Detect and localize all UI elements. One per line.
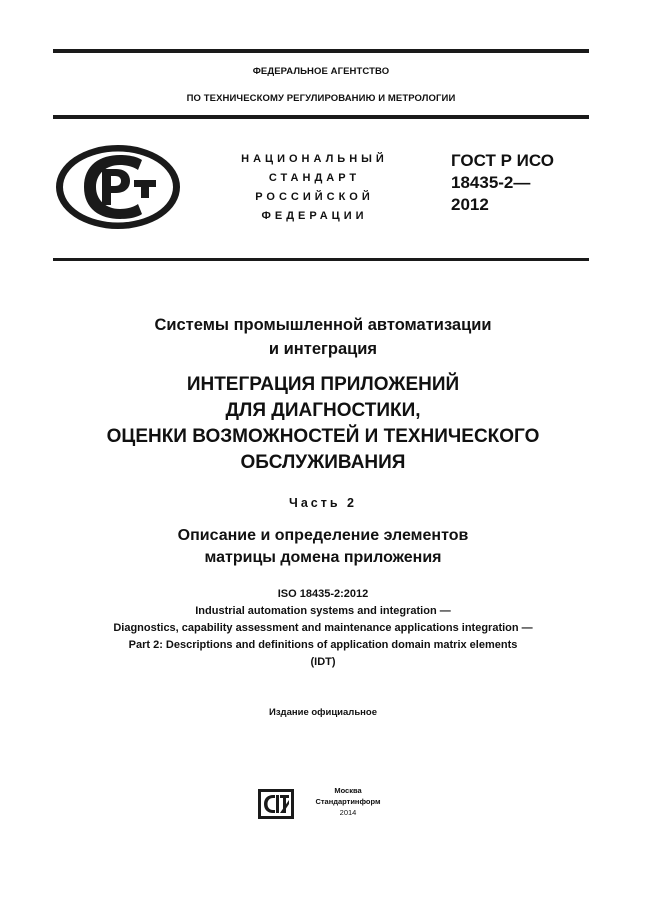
- publisher-year: 2014: [339, 808, 357, 817]
- general-title-line: и интеграция: [268, 340, 378, 358]
- part-subtitle: [40, 525, 606, 569]
- publisher-imprint: [306, 785, 390, 818]
- standartinform-logo-icon: [258, 789, 294, 819]
- top-rule: [53, 49, 589, 53]
- iso-reference-line: Diagnostics, capability assessment and maintenance applications integration —: [113, 622, 533, 634]
- iso-reference-line: (IDT): [310, 656, 336, 668]
- standard-designation: [451, 150, 554, 216]
- national-standard-line: РОССИЙСКОЙ: [255, 191, 374, 203]
- agency-name-line1: ФЕДЕРАЛЬНОЕ АГЕНТСТВО: [252, 66, 390, 77]
- part-label: Часть 2: [289, 496, 357, 510]
- part-subtitle-line: Описание и определение элементов: [177, 527, 469, 544]
- iso-reference-line: ISO 18435-2:2012: [277, 588, 369, 600]
- header-rule: [53, 115, 589, 119]
- main-title-line: ДЛЯ ДИАГНОСТИКИ,: [225, 400, 421, 421]
- edition-label: Издание официальное: [269, 707, 377, 718]
- national-standard-line: НАЦИОНАЛЬНЫЙ: [241, 153, 388, 165]
- main-title: [40, 372, 606, 476]
- iso-reference-line: Industrial automation systems and integration —: [195, 605, 451, 617]
- national-standard-line: ФЕДЕРАЦИИ: [261, 210, 368, 222]
- main-title-line: ИНТЕГРАЦИЯ ПРИЛОЖЕНИЙ: [186, 374, 460, 395]
- general-title-line: Системы промышленной автоматизации: [154, 316, 492, 334]
- national-standard-label: [212, 150, 417, 226]
- iso-reference: [40, 586, 606, 671]
- agency-name-line2: ПО ТЕХНИЧЕСКОМУ РЕГУЛИРОВАНИЮ И МЕТРОЛОГИИ: [186, 93, 456, 104]
- publisher-city: Москва: [334, 786, 362, 795]
- general-title: [40, 313, 606, 361]
- iso-reference-line: Part 2: Descriptions and definitions of application domain matrix elements: [128, 639, 518, 651]
- designation-line: 18435-2—: [451, 173, 531, 192]
- designation-line: ГОСТ Р ИСО: [451, 151, 554, 170]
- national-standard-line: СТАНДАРТ: [268, 172, 361, 184]
- section-rule: [53, 258, 589, 261]
- rst-conformity-mark-icon: [54, 143, 182, 231]
- main-title-line: ОБСЛУЖИВАНИЯ: [240, 452, 406, 473]
- publisher-name: Стандартинформ: [315, 797, 381, 806]
- designation-line: 2012: [451, 195, 489, 214]
- part-subtitle-line: матрицы домена приложения: [204, 549, 442, 566]
- main-title-line: ОЦЕНКИ ВОЗМОЖНОСТЕЙ И ТЕХНИЧЕСКОГО: [106, 426, 540, 447]
